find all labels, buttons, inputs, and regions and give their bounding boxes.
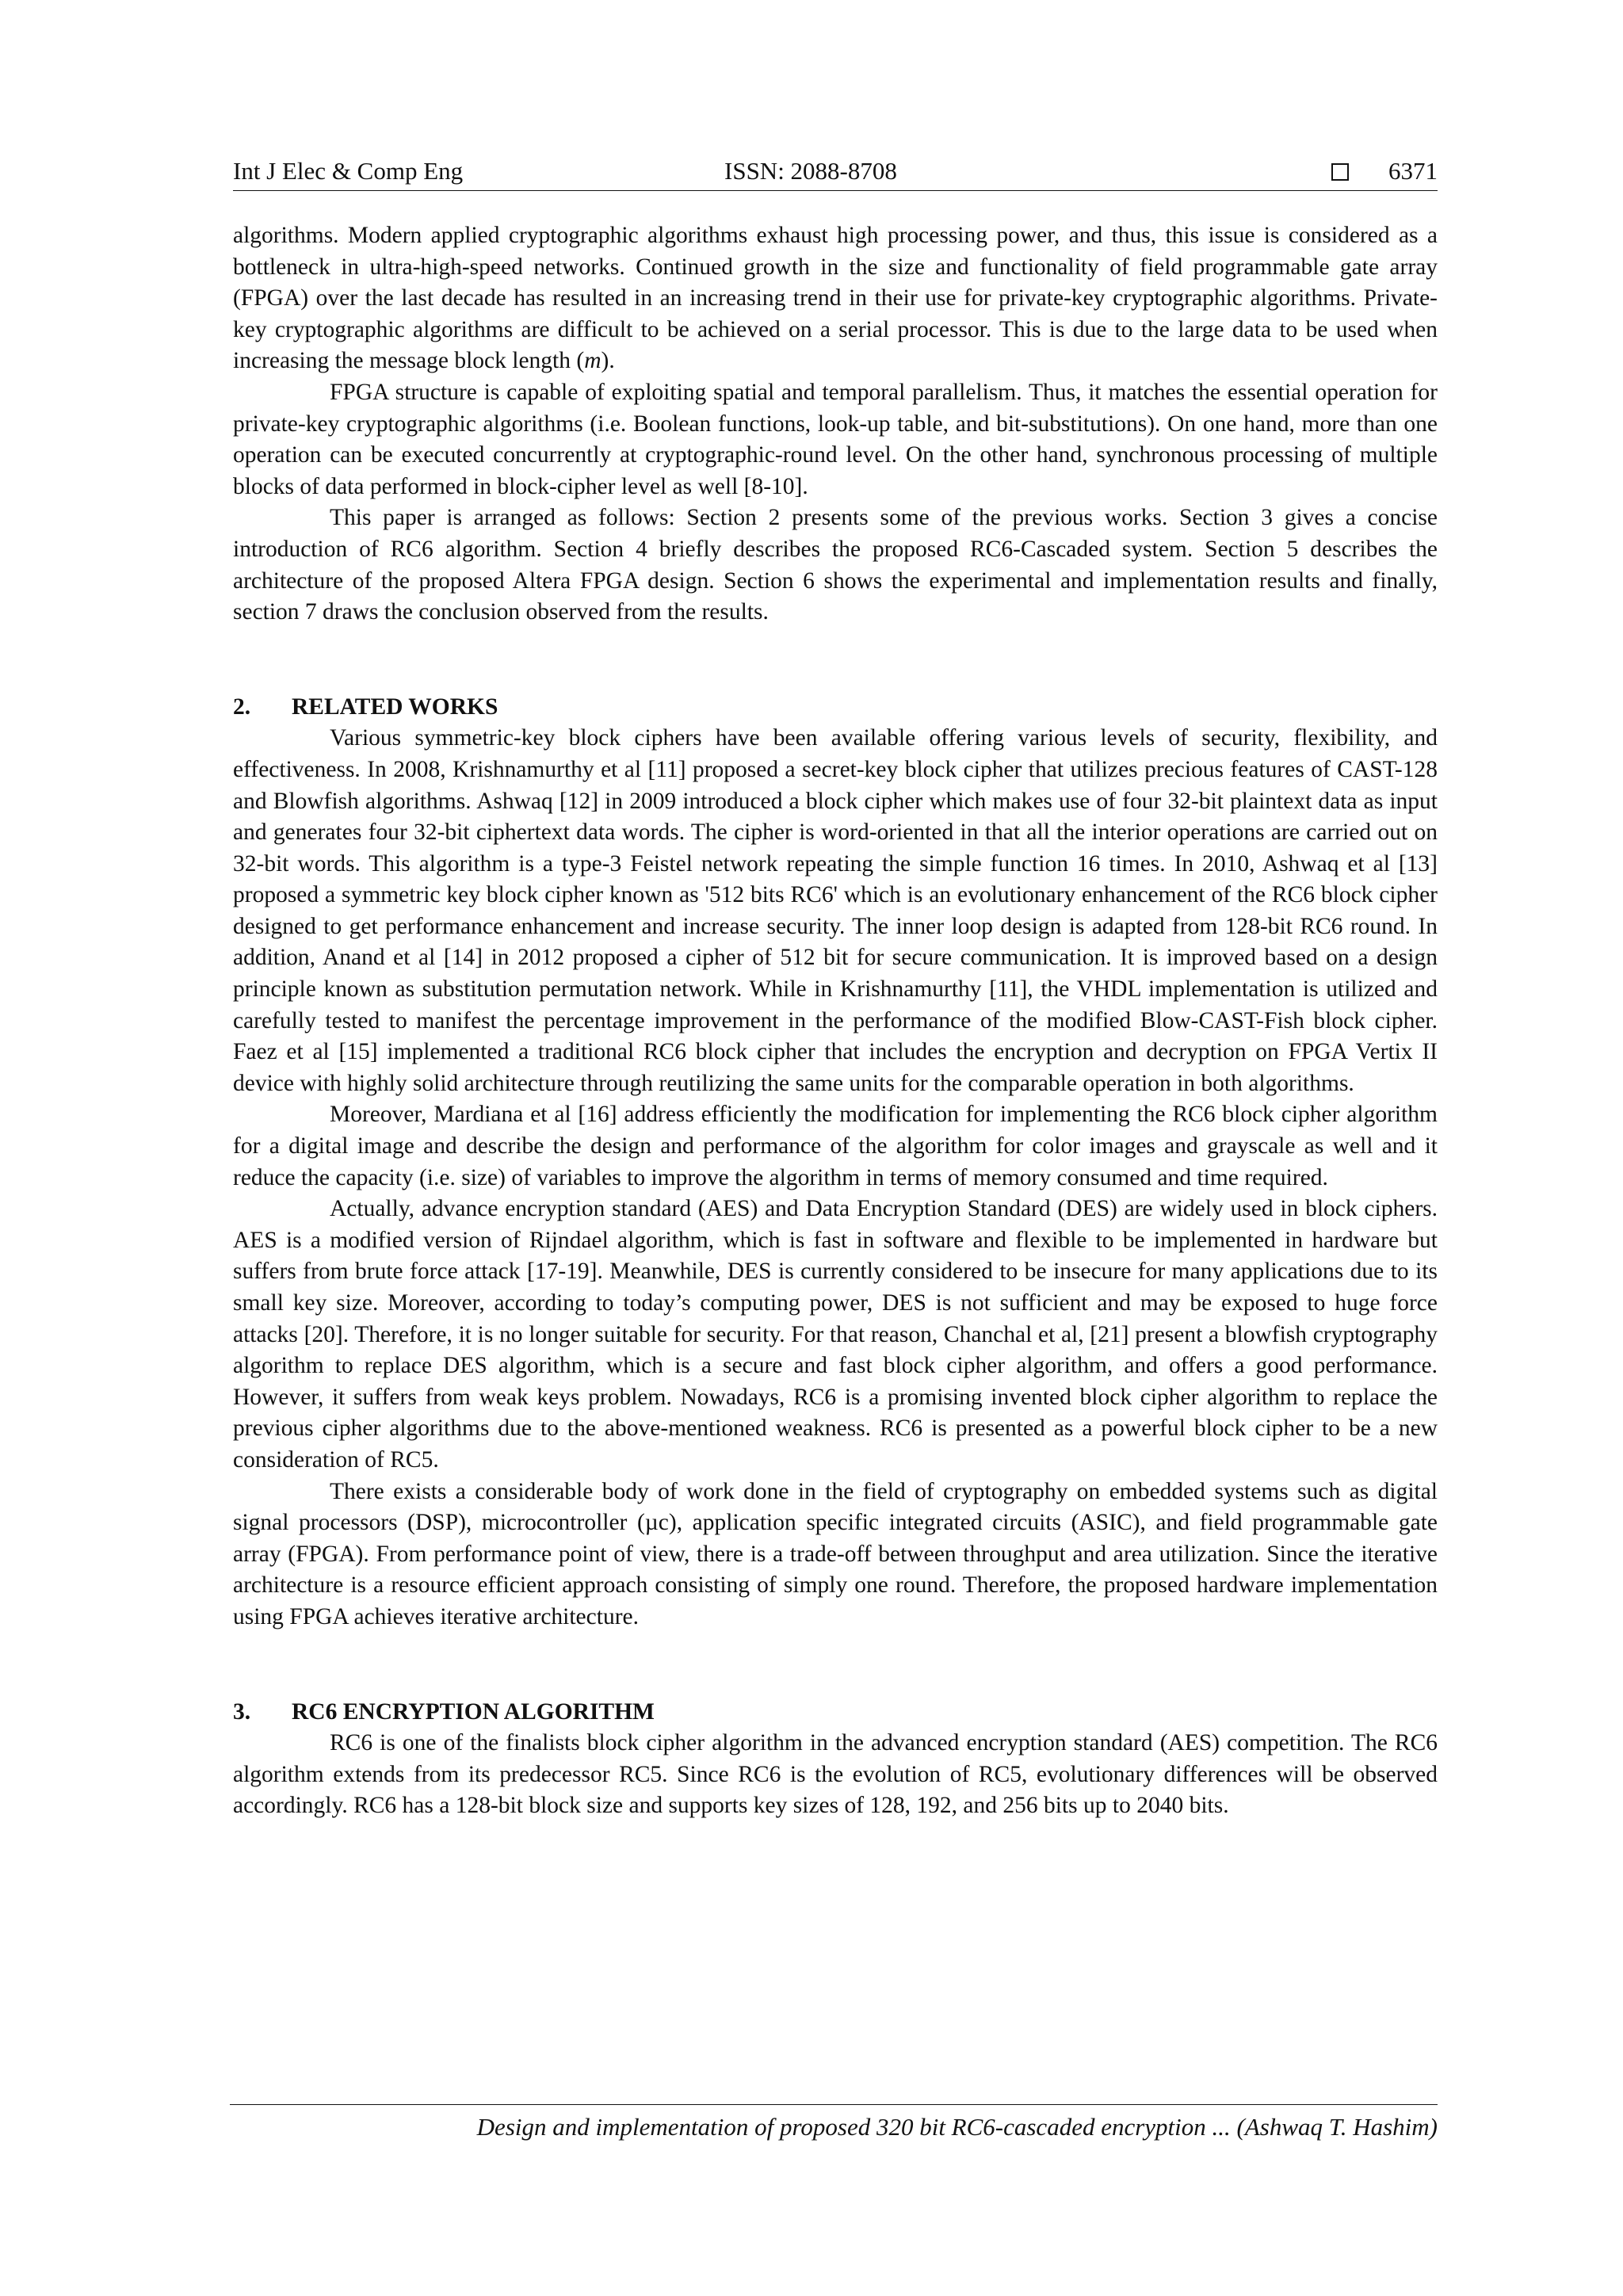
intro-paragraph-1-end: ). [601,348,615,374]
footer-divider [230,2104,1438,2105]
footer-citation: Design and implementation of proposed 320 bit RC6-cascaded encryption ... (Ashwaq T. Hashim) [476,2113,1438,2141]
section-2-number: 2. [233,693,251,720]
section-2-paragraph-1: Various symmetric-key block ciphers have been available offering various levels of security, flexibility, and effectiveness. In 2008, Krishnamurthy et al [11] proposed a secret-key block cipher that utilizes precious features of CAST-128 and Blowfish algorithms. Ashwaq [12] in 2009 introduced a block cipher which makes use of four 32-bit plaintext data as input and generates four 32-bit ciphertext data words. The cipher is word-oriented in that all the interior operations are carried out on 32-bit words. This algorithm is a type-3 Feistel network repeating the simple function 16 times. In 2010, Ashwaq et al [13] proposed a symmetric key block cipher known as '512 bits RC6' which is an evolutionary enhancement of the RC6 block cipher designed to get performance enhancement and increase security. The inner loop design is adapted from 128-bit RC6 round. In addition, Anand et al [14] in 2012 proposed a cipher of 512 bit for secure communication. It is improved based on a design principle known as substitution permutation network. While in Krishnamurthy [11], the VHDL implementation is utilized and carefully tested to manifest the percentage improvement in the performance of the modified Blow-CAST-Fish block cipher. Faez et al [15] implemented a traditional RC6 block cipher that includes the encryption and decryption on FPGA Vertix II device with highly solid architecture through reutilizing the same units for the comparable operation in both algorithms. [233,725,1438,1096]
section-2-paragraph-4: There exists a considerable body of work done in the field of cryptography on embedded systems such as digital signal processors (DSP), microcontroller (µc), application specific integrated circuits (ASIC), and field programmable gate array (FPGA). From performance point of view, there is a trade-off between throughput and area utilization. Since the iterative architecture is a resource efficient approach consisting of simply one round. Therefore, the proposed hardware implementation using FPGA achieves iterative architecture. [233,1478,1438,1629]
section-spacer [233,1633,1438,1697]
journal-name: Int J Elec & Comp Eng [233,157,464,185]
intro-paragraph-1 [233,220,1438,377]
square-box-icon [1331,163,1349,181]
section-2-paragraph-2: Moreover, Mardiana et al [16] address efficiently the modification for implementing the RC6 block cipher algorithm for a digital image and describe the design and performance of the algorithm for color images and grayscale as well and it reduce the capacity (i.e. size) of variables to improve the algorithm in terms of memory consumed and time required. [233,1102,1438,1190]
section-2-title: RELATED WORKS [292,693,498,720]
intro-paragraph-1-text: algorithms. Modern applied cryptographic algorithms exhaust high processing power, and thus, this issue is considered as a bottleneck in ultra-high-speed networks. Continued growth in the size and functionality of field programmable gate array (FPGA) over the last decade has resulted in an increasing trend in their use for private-key cryptographic algorithms. Private-key cryptographic algorithms are difficult to be achieved on a serial processor. This is due to the large data to be used when increasing the message block length ( [233,223,1438,374]
intro-paragraph-3: This paper is arranged as follows: Section 2 presents some of the previous works. Section 3 gives a concise introduction of RC6 algorithm. Section 4 briefly describes the proposed RC6-Cascaded system. Section 5 describes the architecture of the proposed Altera FPGA design. Section 6 shows the experimental and implementation results and finally, section 7 draws the conclusion observed from the results. [233,505,1438,625]
section-3-title: RC6 ENCRYPTION ALGORITHM [292,1698,655,1725]
section-2-paragraph-3: Actually, advance encryption standard (AES) and Data Encryption Standard (DES) are widely used in block ciphers. AES is a modified version of Rijndael algorithm, which is fast in software and flexible to be implemented in hardware but suffers from brute force attack [17-19]. Meanwhile, DES is currently considered to be insecure for many applications due to its small key size. Moreover, according to today’s computing power, DES is not sufficient and may be exposed to huge force attacks [20]. Therefore, it is no longer suitable for security. For that reason, Chanchal et al, [21] present a blowfish cryptography algorithm to replace DES algorithm, which is a secure and fast block cipher algorithm, and offers a good performance. However, it suffers from weak keys problem. Nowadays, RC6 is a promising invented block cipher algorithm to replace the previous cipher algorithms due to the above-mentioned weakness. RC6 is presented as a powerful block cipher to be a new consideration of RC5. [233,1196,1438,1473]
section-3-number: 3. [233,1698,251,1725]
intro-paragraph-2: FPGA structure is capable of exploiting spatial and temporal parallelism. Thus, it matches the essential operation for private-key cryptographic algorithms (i.e. Boolean functions, look-up table, and bit-substitutions). On one hand, more than one operation can be executed concurrently at cryptographic-round level. On the other hand, synchronous processing of multiple blocks of data performed in block-cipher level as well [8-10]. [233,379,1438,499]
page-number-block [1331,155,1438,187]
section-spacer [233,628,1438,692]
running-header [233,155,1438,187]
header-divider [233,190,1438,191]
issn: ISSN: 2088-8708 [724,157,897,185]
section-3-paragraph-1: RC6 is one of the finalists block cipher algorithm in the advanced encryption standard (AES) competition. The RC6 algorithm extends from its predecessor RC5. Since RC6 is the evolution of RC5, evolutionary differences will be observed accordingly. RC6 has a 128-bit block size and supports key sizes of 128, 192, and 256 bits up to 2040 bits. [233,1730,1438,1819]
message-length-variable: m [584,348,601,374]
section-2-heading [233,692,1438,724]
page-body [233,220,1438,1822]
section-3-heading [233,1697,1438,1729]
page-number: 6371 [1388,157,1438,185]
